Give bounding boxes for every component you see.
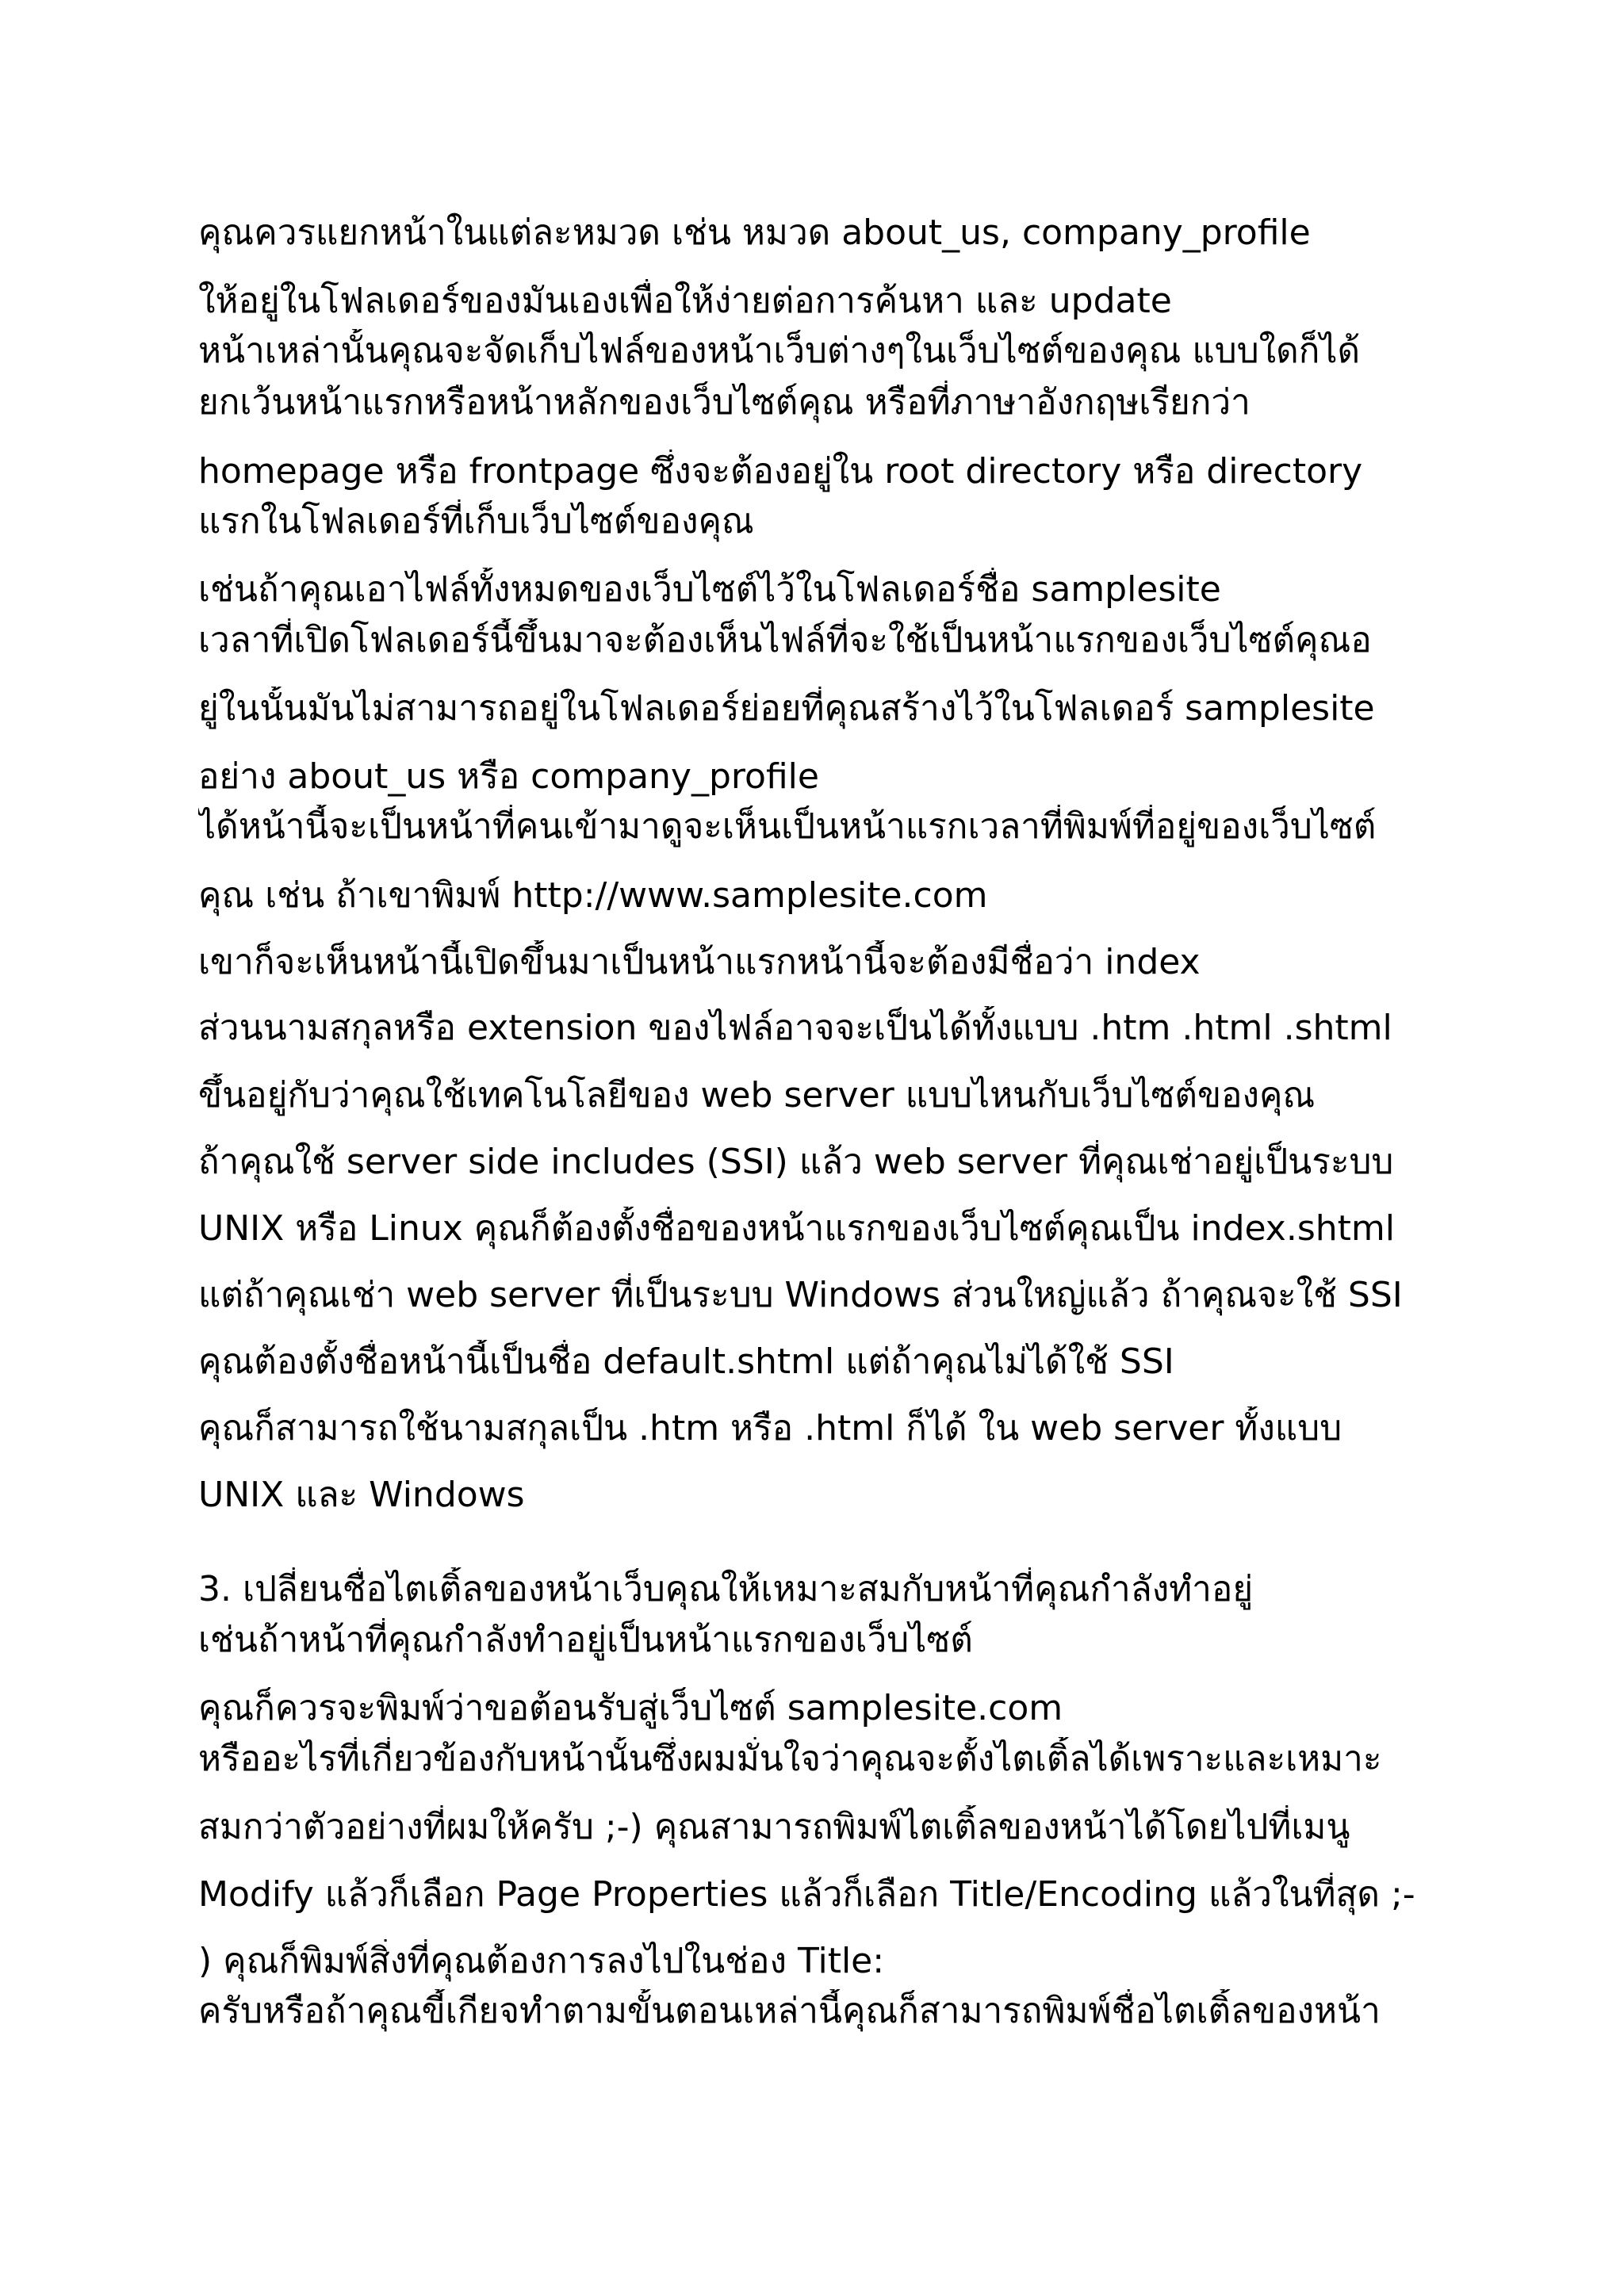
text-line: UNIX และ Windows: [198, 1475, 525, 1515]
text-line: ยู่ในนั้นมันไม่สามารถอยู่ในโฟลเดอร์ย่อยที่คุณสร้างไว้ในโฟลเดอร์ samplesite: [198, 688, 1375, 729]
text-line: ยกเว้นหน้าแรกหรือหน้าหลักของเว็บไซต์คุณ หรือที่ภาษาอังกฤษเรียกว่า: [198, 382, 1251, 423]
text-line: homepage หรือ frontpage ซึ่งจะต้องอยู่ใน root directory หรือ directory: [198, 451, 1363, 492]
text-line: คุณต้องตั้งชื่อหน้านี้เป็นชื่อ default.shtml แต่ถ้าคุณไม่ได้ใช้ SSI: [198, 1341, 1174, 1382]
text-line: สมกว่าตัวอย่างที่ผมให้ครับ ;-) คุณสามารถพิมพ์ไตเติ้ลของหน้าได้โดยไปที่เมนู: [198, 1807, 1350, 1847]
text-line: ขึ้นอยู่กับว่าคุณใช้เทคโนโลยีของ web server แบบไหนกับเว็บไซต์ของคุณ: [198, 1075, 1316, 1115]
text-line: เช่นถ้าคุณเอาไฟล์ทั้งหมดของเว็บไซต์ไว้ในโฟลเดอร์ชื่อ samplesite: [198, 569, 1221, 610]
text-line: ) คุณก็พิมพ์สิ่งที่คุณต้องการลงไปในช่อง Title:: [198, 1941, 885, 1981]
text-line: คุณ เช่น ถ้าเขาพิมพ์ http://www.samplesite.com: [198, 875, 988, 916]
text-line: ได้หน้านี้จะเป็นหน้าที่คนเข้ามาดูจะเห็นเป็นหน้าแรกเวลาที่พิมพ์ที่อยู่ของเว็บไซต์: [198, 806, 1377, 847]
text-line: คุณก็สามารถใช้นามสกุลเป็น .htm หรือ .html ก็ได้ ใน web server ทั้งแบบ: [198, 1408, 1342, 1448]
text-line: ให้อยู่ในโฟลเดอร์ของมันเองเพื่อให้ง่ายต่อการค้นหา และ update: [198, 281, 1172, 321]
text-line: เช่นถ้าหน้าที่คุณกำลังทำอยู่เป็นหน้าแรกของเว็บไซต์: [198, 1620, 973, 1660]
text-line: 3. เปลี่ยนชื่อไตเติ้ลของหน้าเว็บคุณให้เหมาะสมกับหน้าที่คุณกำลังทำอยู่: [198, 1569, 1254, 1609]
text-line: อย่าง about_us หรือ company_profile: [198, 756, 819, 797]
text-line: Modify แล้วก็เลือก Page Properties แล้วก็เลือก Title/Encoding แล้วในที่สุด ;-: [198, 1874, 1415, 1915]
text-line: เขาก็จะเห็นหน้านี้เปิดขึ้นมาเป็นหน้าแรกหน้านี้จะต้องมีชื่อว่า index: [198, 942, 1201, 982]
text-line: คุณก็ควรจะพิมพ์ว่าขอต้อนรับสู่เว็บไซต์ samplesite.com: [198, 1688, 1063, 1728]
text-line: ส่วนนามสกุลหรือ extension ของไฟล์อาจจะเป็นได้ทั้งแบบ .htm .html .shtml: [198, 1008, 1392, 1048]
text-line: ถ้าคุณใช้ server side includes (SSI) แล้ว web server ที่คุณเช่าอยู่เป็นระบบ: [198, 1142, 1394, 1182]
text-line: แต่ถ้าคุณเช่า web server ที่เป็นระบบ Windows ส่วนใหญ่แล้ว ถ้าคุณจะใช้ SSI: [198, 1275, 1403, 1315]
text-line: ครับหรือถ้าคุณขี้เกียจทำตามขั้นตอนเหล่านี้คุณก็สามารถพิมพ์ชื่อไตเติ้ลของหน้า: [198, 1991, 1381, 2031]
text-line: หรืออะไรที่เกี่ยวข้องกับหน้านั้นซึ่งผมมั่นใจว่าคุณจะตั้งไตเติ้ลได้เพราะและเหมาะ: [198, 1739, 1382, 1779]
text-line: แรกในโฟลเดอร์ที่เก็บเว็บไซต์ของคุณ: [198, 501, 754, 541]
text-line: คุณควรแยกหน้าในแต่ละหมวด เช่น หมวด about_us, company_profile: [198, 212, 1311, 253]
text-line: เวลาที่เปิดโฟลเดอร์นี้ขึ้นมาจะต้องเห็นไฟล์ที่จะใช้เป็นหน้าแรกของเว็บไซต์คุณอ: [198, 620, 1372, 660]
text-line: หน้าเหล่านั้นคุณจะจัดเก็บไฟล์ของหน้าเว็บต่างๆในเว็บไซต์ของคุณ แบบใดก็ได้: [198, 331, 1361, 371]
text-line: UNIX หรือ Linux คุณก็ต้องตั้งชื่อของหน้าแรกของเว็บไซต์คุณเป็น index.shtml: [198, 1208, 1395, 1249]
